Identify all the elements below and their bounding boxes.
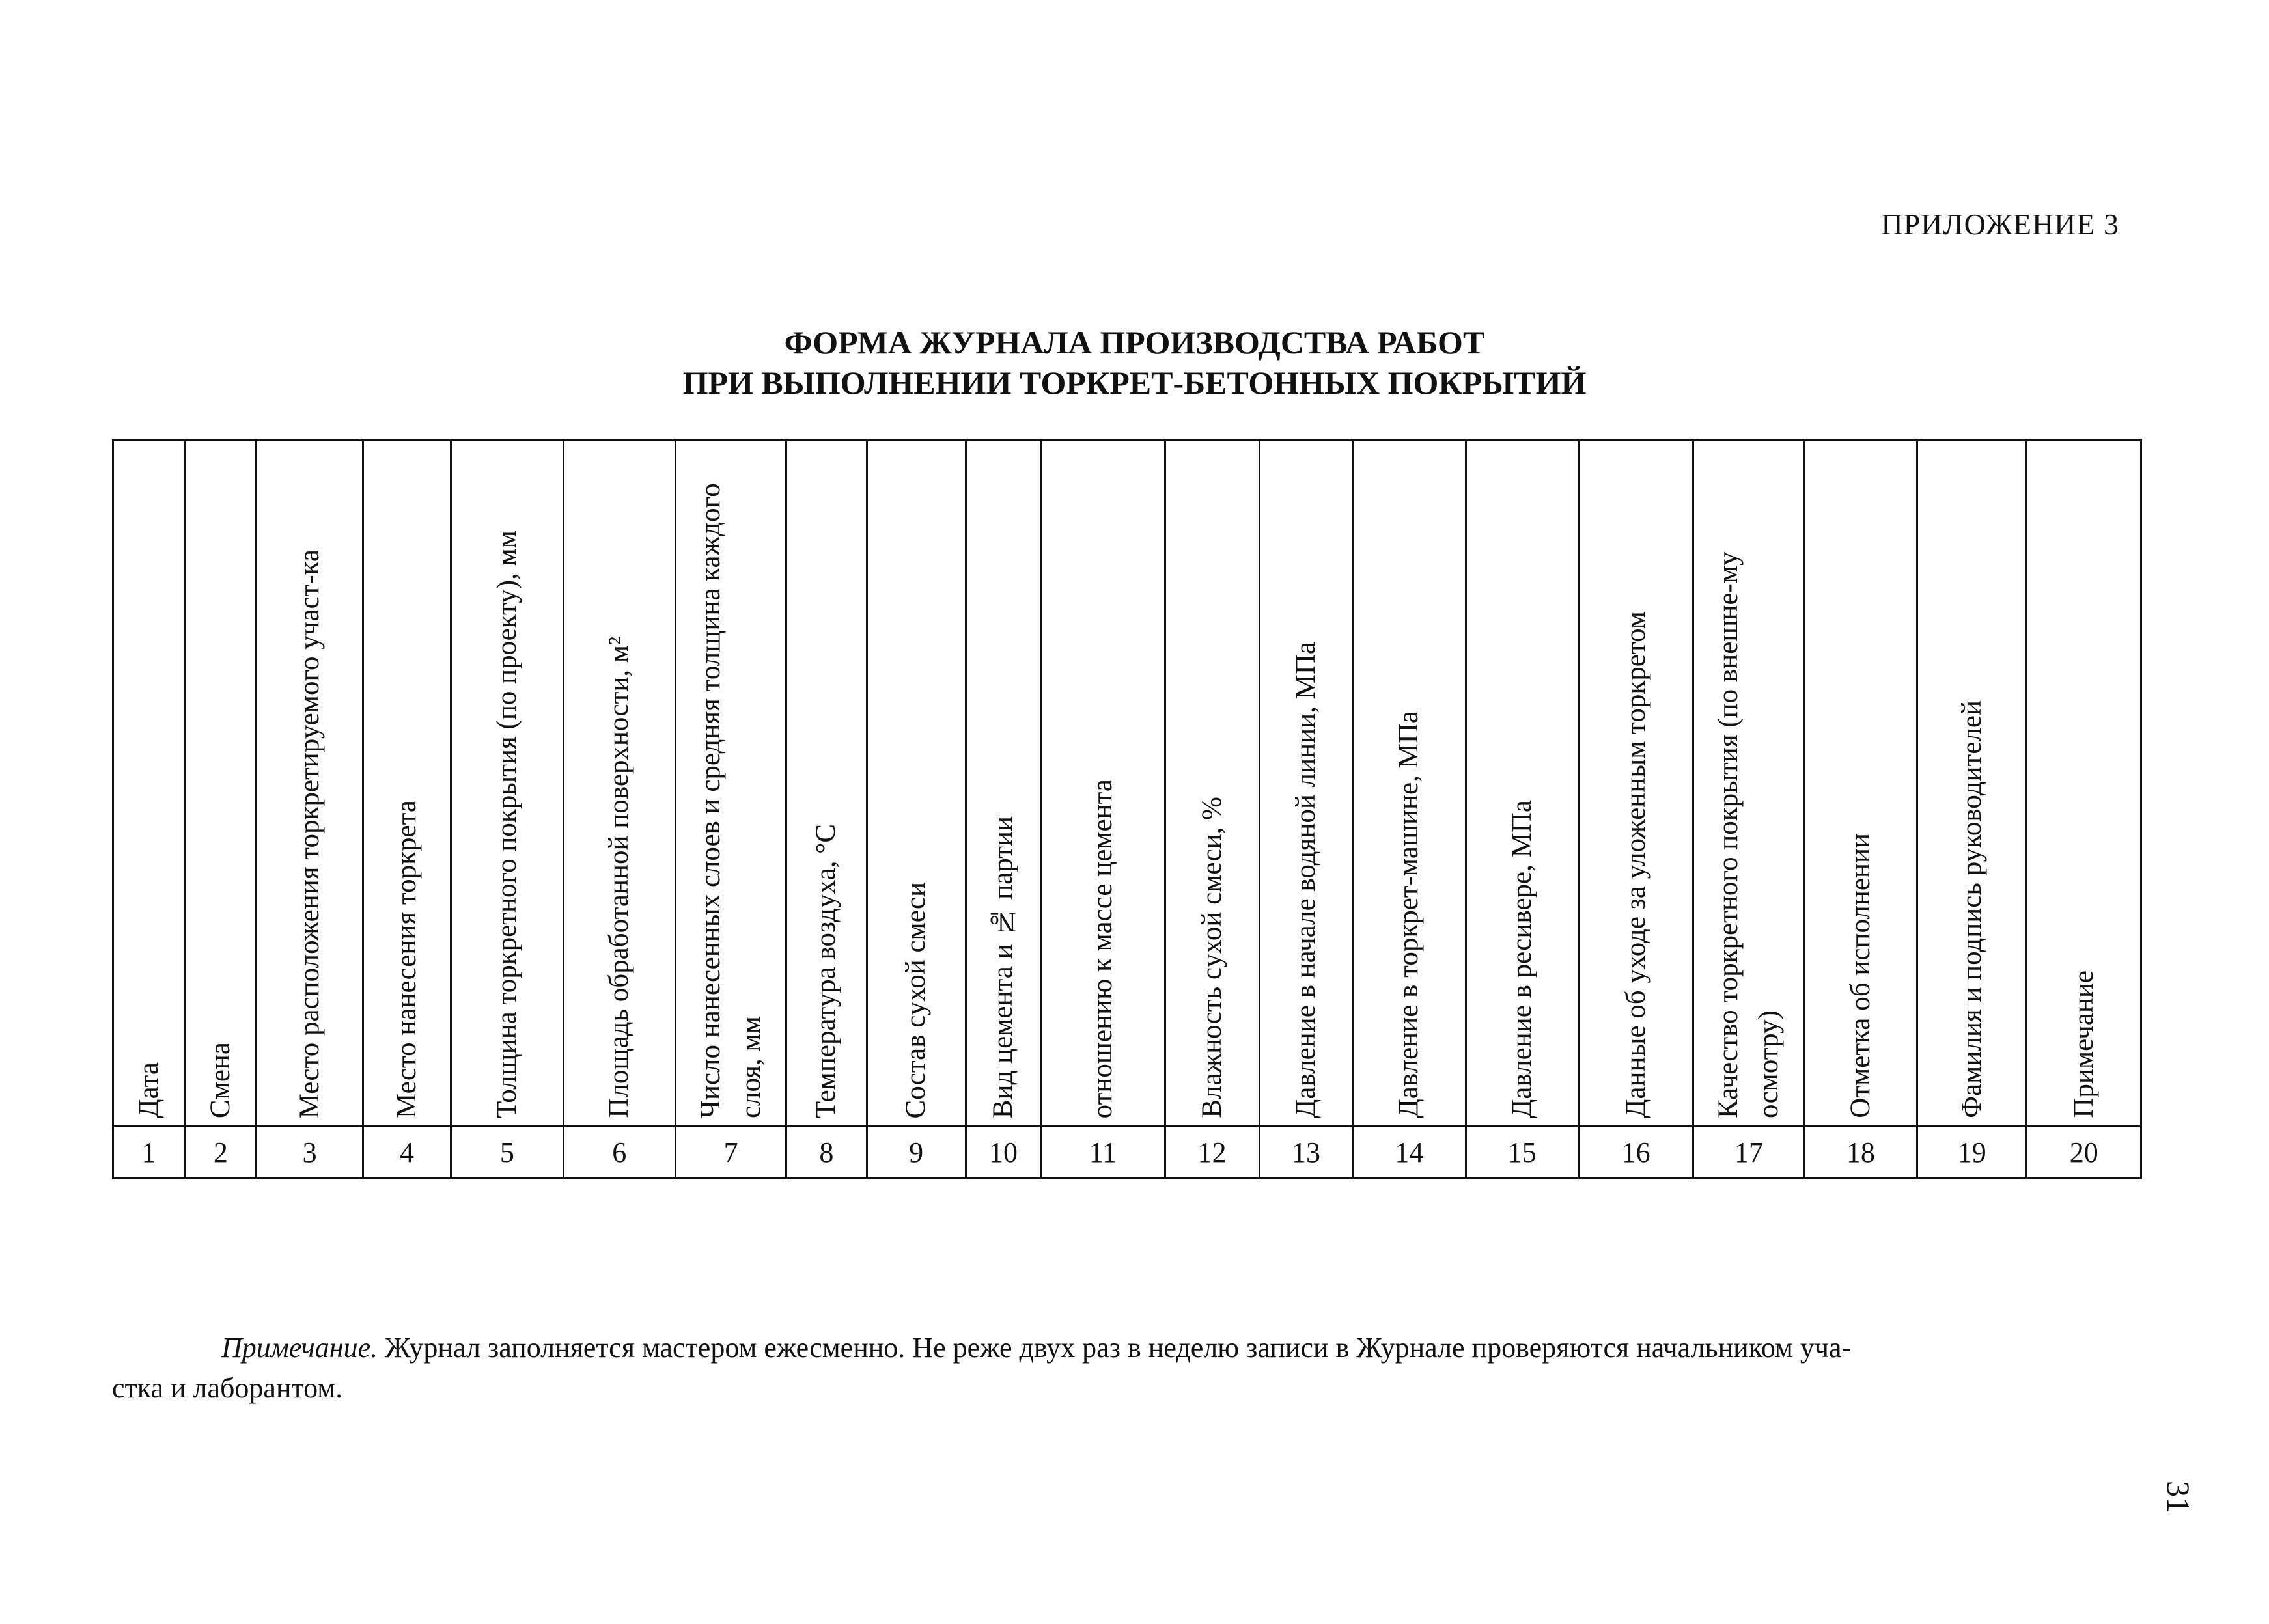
footnote-text: Журнал заполняется мастером ежесменно. Не реже двух раз в неделю записи в Журнале проверяются начальником уча- <box>378 1332 1852 1364</box>
column-header: Место нанесения торкрета <box>363 441 451 1126</box>
column-header: Данные об уходе за уложенным торкретом <box>1578 441 1693 1126</box>
journal-form-table <box>112 439 2142 1179</box>
column-number: 15 <box>1466 1126 1578 1179</box>
column-header: Толщина торкретного покрытия (по проекту), мм <box>451 441 563 1126</box>
footnote-line-2: стка и лаборантом. <box>112 1372 343 1404</box>
column-number: 17 <box>1693 1126 1804 1179</box>
column-number: 20 <box>2027 1126 2141 1179</box>
column-header: Число нанесенных слоев и средняя толщина каждого слоя, мм <box>675 441 786 1126</box>
column-number: 7 <box>675 1126 786 1179</box>
column-header: Смена <box>185 441 257 1126</box>
column-number: 1 <box>113 1126 185 1179</box>
column-header: Дата <box>113 441 185 1126</box>
column-header: Давление в ресивере, МПа <box>1466 441 1578 1126</box>
column-number: 12 <box>1165 1126 1259 1179</box>
title-line-1: ФОРМА ЖУРНАЛА ПРОИЗВОДСТВА РАБОТ <box>784 324 1485 361</box>
column-header: Площадь обработанной поверхности, м² <box>563 441 675 1126</box>
column-number: 3 <box>257 1126 363 1179</box>
column-header: отношению к массе цемента <box>1041 441 1165 1126</box>
column-header: Качество торкретного покрытия (по внешне-му осмотру) <box>1693 441 1804 1126</box>
column-number: 8 <box>786 1126 867 1179</box>
page-title <box>0 322 2269 403</box>
column-number: 9 <box>867 1126 966 1179</box>
column-header: Давление в начале водяной линии, МПа <box>1259 441 1352 1126</box>
page-number: 31 <box>2160 1481 2197 1513</box>
title-line-2: ПРИ ВЫПОЛНЕНИИ ТОРКРЕТ-БЕТОННЫХ ПОКРЫТИЙ <box>682 365 1587 401</box>
table-header-row <box>113 441 2141 1126</box>
column-number: 18 <box>1804 1126 1917 1179</box>
appendix-label: ПРИЛОЖЕНИЕ 3 <box>1881 208 2119 241</box>
column-number-row <box>113 1126 2141 1179</box>
column-number: 11 <box>1041 1126 1165 1179</box>
column-header: Фамилия и подпись руководителей <box>1917 441 2027 1126</box>
footnote-label: Примечание. <box>221 1332 378 1364</box>
column-header: Место расположения торкретируемого участ-ка <box>257 441 363 1126</box>
column-number: 19 <box>1917 1126 2027 1179</box>
column-header: Влажность сухой смеси, % <box>1165 441 1259 1126</box>
footnote <box>112 1328 2104 1409</box>
column-number: 4 <box>363 1126 451 1179</box>
column-header: Отметка об исполнении <box>1804 441 1917 1126</box>
column-header: Примечание <box>2027 441 2141 1126</box>
column-header: Температура воздуха, °С <box>786 441 867 1126</box>
column-number: 13 <box>1259 1126 1352 1179</box>
column-number: 14 <box>1353 1126 1466 1179</box>
footnote-line-1 <box>112 1328 2104 1368</box>
column-header: Давление в торкрет-машине, МПа <box>1353 441 1466 1126</box>
column-number: 16 <box>1578 1126 1693 1179</box>
column-number: 2 <box>185 1126 257 1179</box>
column-header: Состав сухой смеси <box>867 441 966 1126</box>
column-number: 10 <box>966 1126 1040 1179</box>
column-header: Вид цемента и № партии <box>966 441 1040 1126</box>
column-number: 6 <box>563 1126 675 1179</box>
column-number: 5 <box>451 1126 563 1179</box>
